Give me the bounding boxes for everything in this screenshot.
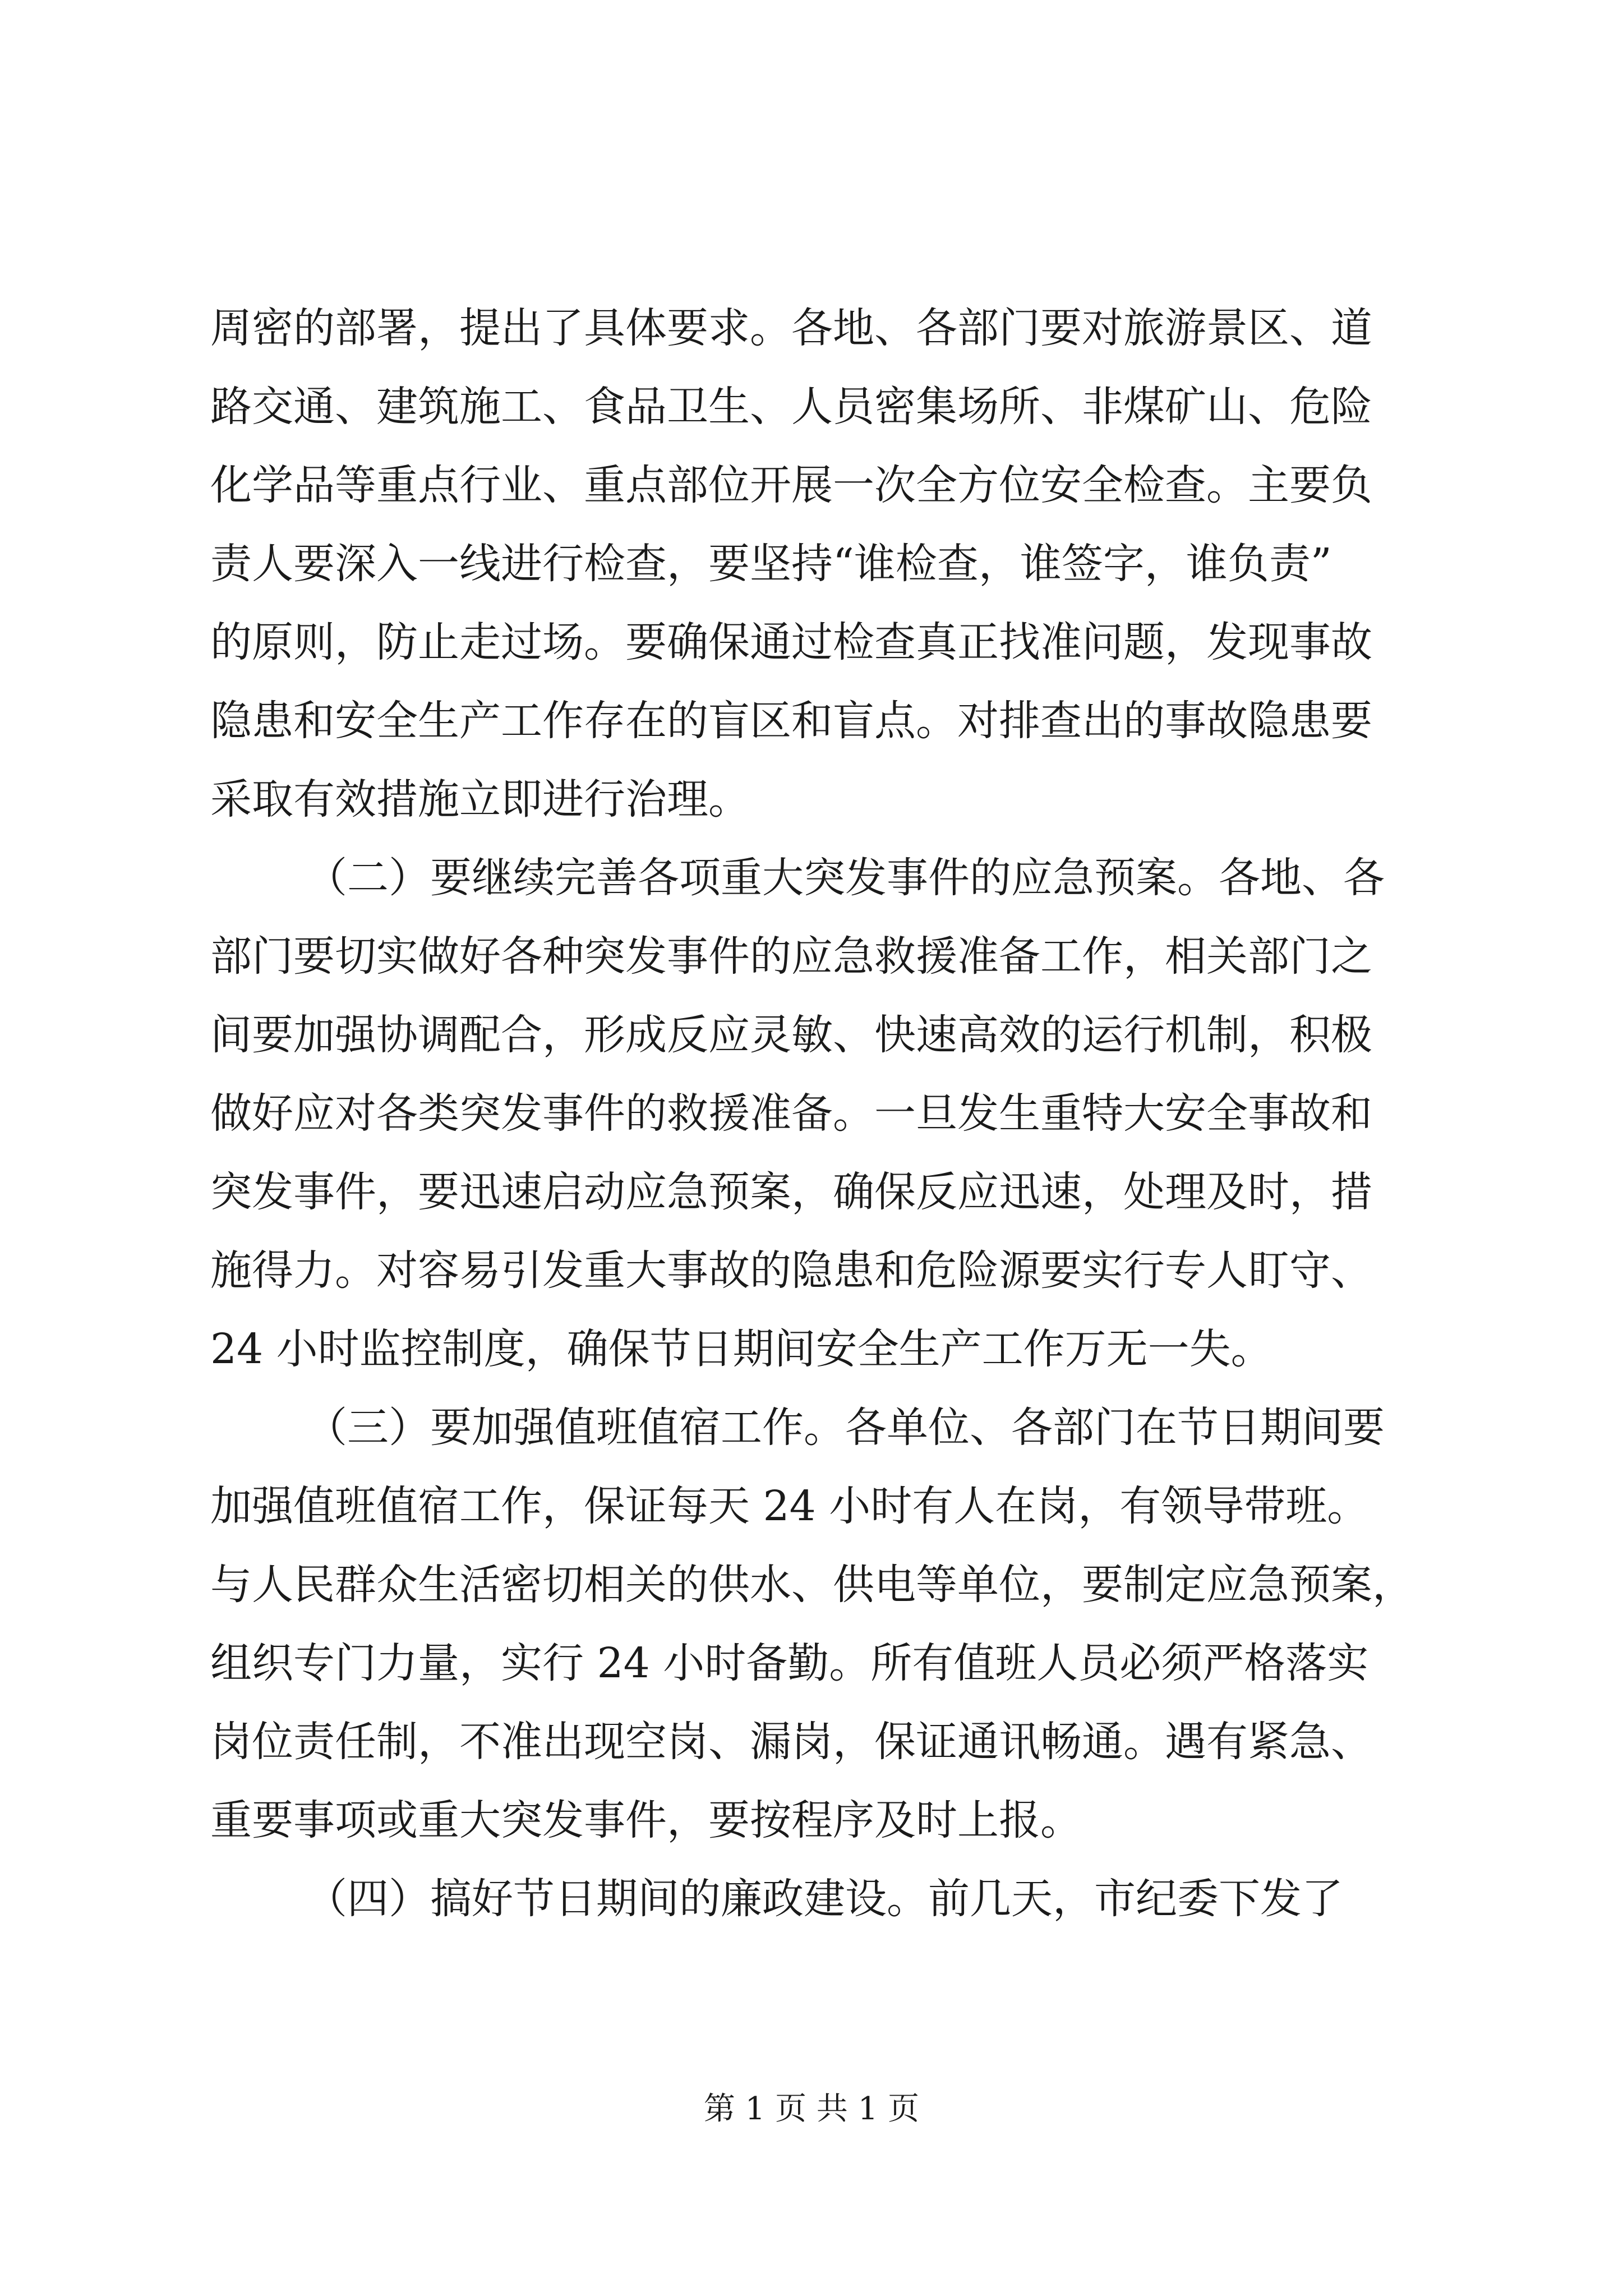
text-line-1: 周密的部署，提出了具体要求。各地、各部门要对旅游景区、道 <box>210 304 1372 352</box>
text-line-5: 的原则，防止走过场。要确保通过检查真正找准问题，发现事故 <box>210 618 1372 666</box>
text-line-3: 化学品等重点行业、重点部位开展一次全方位安全检查。主要负 <box>210 461 1372 509</box>
text-line-4: 责人要深入一线进行检查，要坚持“谁检查，谁签字，谁负责” <box>210 540 1332 588</box>
text-line-15: （三）要加强值班值宿工作。各单位、各部门在节日期间要 <box>306 1404 1385 1452</box>
text-line-9: 部门要切实做好各种突发事件的应急救援准备工作，相关部门之 <box>210 932 1372 981</box>
text-line-16: 加强值班值宿工作，保证每天 24 小时有人在岗，有领导带班。 <box>210 1482 1369 1530</box>
text-line-2: 路交通、建筑施工、食品卫生、人员密集场所、非煤矿山、危险 <box>210 383 1372 431</box>
text-line-19: 岗位责任制，不准出现空岗、漏岗，保证通讯畅通。遇有紧急、 <box>210 1718 1372 1766</box>
text-line-21: （四）搞好节日期间的廉政建设。前几天，市纪委下发了 <box>306 1875 1343 1923</box>
text-line-8: （二）要继续完善各项重大突发事件的应急预案。各地、各 <box>306 854 1385 902</box>
text-line-7: 采取有效措施立即进行治理。 <box>210 775 750 823</box>
text-line-11: 做好应对各类突发事件的救援准备。一旦发生重特大安全事故和 <box>210 1089 1372 1138</box>
text-line-12: 突发事件，要迅速启动应急预案，确保反应迅速，处理及时，措 <box>210 1168 1372 1216</box>
text-line-17: 与人民群众生活密切相关的供水、供电等单位，要制定应急预案， <box>210 1561 1414 1609</box>
text-line-10: 间要加强协调配合，形成反应灵敏、快速高效的运行机制，积极 <box>210 1011 1372 1059</box>
text-line-6: 隐患和安全生产工作存在的盲区和盲点。对排查出的事故隐患要 <box>210 697 1372 745</box>
text-line-14: 24 小时监控制度，确保节日期间安全生产工作万无一失。 <box>210 1325 1272 1373</box>
text-line-18: 组织专门力量，实行 24 小时备勤。所有值班人员必须严格落实 <box>210 1639 1369 1687</box>
text-line-20: 重要事项或重大突发事件，要按程序及时上报。 <box>210 1796 1082 1844</box>
page-footer: 第 1 页 共 1 页 <box>703 2091 920 2127</box>
text-line-13: 施得力。对容易引发重大事故的隐患和危险源要实行专人盯守、 <box>210 1246 1372 1295</box>
